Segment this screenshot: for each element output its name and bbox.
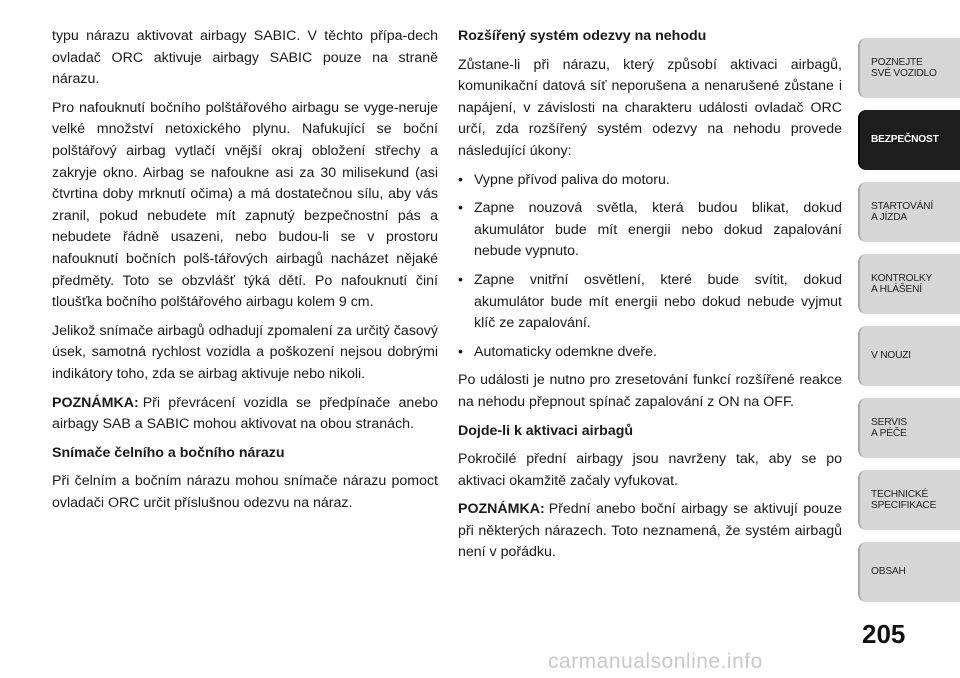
tab-label: A JÍZDA (871, 212, 907, 223)
list-item-text: Zapne nouzová světla, která budou blikat, dokud akumulátor bude mít energii nebo dokud zapalování nebude vypnuto. (474, 200, 842, 260)
tab-label: BEZPEČNOST (871, 134, 939, 146)
sidebar-tab-know-your-vehicle[interactable] (858, 38, 960, 98)
sidebar-tab-contents[interactable] (858, 542, 960, 602)
sidebar-tab-starting-driving[interactable] (858, 182, 960, 242)
right-paragraph-2: Po události je nutno pro zresetování funkcí rozšířené reakce na nehodu přepnout spínač zapalování z ON na OFF. (458, 372, 842, 410)
list-item-text: Automaticky odemkne dveře. (474, 343, 657, 360)
tab-label: V NOUZI (871, 350, 911, 362)
left-column (52, 26, 438, 521)
bullet-icon: • (458, 343, 463, 360)
sidebar-tab-technical-specs[interactable] (858, 470, 960, 530)
sidebar-tab-service-care[interactable] (858, 398, 960, 458)
right-note (458, 499, 842, 564)
tab-label: A HLÁŠENÍ (871, 284, 922, 295)
list-item-text: Zapne vnitřní osvětlení, které bude svítit, dokud akumulátor bude mít energii nebo dokud nebude vyjmut klíč ze zapalování. (474, 271, 842, 332)
right-paragraph-3: Pokročilé přední airbagy jsou navrženy tak, aby se po aktivaci okamžitě začaly vyfukovat. (458, 451, 842, 489)
note-label: POZNÁMKA: (458, 501, 545, 518)
tab-label: SPECIFIKACE (871, 500, 937, 511)
bullet-icon: • (458, 200, 463, 217)
tab-label: A PÉČE (871, 428, 907, 439)
section-heading-airbag-activation: Dojde-li k aktivaci airbagů (458, 422, 634, 439)
list-item (458, 270, 842, 335)
note-text: Přední anebo boční airbagy se aktivují pouze při některých nárazech. Toto neznamená, že systém airbagů není v pořádku. (458, 501, 842, 561)
left-paragraph-3: Jelikož snímače airbagů odhadují zpomalení za určitý časový úsek, samotná rychlost vozidla a poškození nejsou dobrými indikátory toho, zda se airbag aktivuje nebo nikoli. (52, 322, 438, 382)
right-column (458, 26, 842, 571)
tab-label: KONTROLKY (871, 272, 933, 284)
list-item-text: Vypne přívod paliva do motoru. (474, 171, 670, 188)
left-paragraph-1: typu nárazu aktivovat airbagy SABIC. V těchto přípa-dech ovladač ORC aktivuje airbagy SABIC pouze na straně nárazu. (52, 28, 438, 88)
list-item (458, 170, 842, 192)
note-label: POZNÁMKA: (52, 394, 139, 411)
left-note (52, 393, 438, 436)
right-paragraph-1: Zůstane-li při nárazu, který způsobí aktivaci airbagů, komunikační datová síť neporušena a nenarušené zůstane i napájení, v závislosti na charakteru události ovladač ORC určí, zda rozšířený systém odezvy na nehodu provede následující úkony: (458, 56, 842, 159)
sidebar-tab-warning-lights[interactable] (858, 254, 960, 314)
tab-label: SERVIS (871, 416, 907, 428)
section-heading-crash-response: Rozšířený systém odezvy na nehodu (458, 28, 707, 44)
section-heading-sensors: Snímače čelního a bočního nárazu (52, 444, 285, 461)
tab-label: POZNEJTE (871, 56, 923, 68)
sidebar-tab-safety[interactable] (858, 110, 960, 170)
page-number: 205 (862, 619, 906, 649)
tab-label: TECHNICKÉ (871, 488, 929, 500)
tab-label: STARTOVÁNÍ (871, 200, 933, 212)
sidebar-tab-emergency[interactable] (858, 326, 960, 386)
tab-label: OBSAH (871, 566, 906, 578)
bullet-icon: • (458, 271, 463, 288)
bullet-icon: • (458, 171, 463, 188)
watermark: carmanualsonline.info (548, 650, 763, 673)
note-text: Při převrácení vozidla se předpínače anebo airbagy SAB a SABIC mohou aktivovat na obou stranách. (52, 394, 438, 433)
list-item (458, 198, 842, 263)
tab-label: SVÉ VOZIDLO (871, 68, 937, 79)
left-paragraph-2: Pro nafouknutí bočního polštářového airbagu se vyge-neruje velké množství netoxického plynu. Nafukující se boční polštářový airbag vytlačí vnější okraj obložení střechy a zakryje okno. Airbag se nafoukne asi za 30 milisekund (asi čtvrtina doby mrknutí očima) a má dostatečnou sílu, aby vás zranil, pokud nebudete mít zapnutý bezpečnostní pás a nebudete řádně usazeni, nebo budou-li se v prostoru nafouknutí bočních polš-tářových airbagů nacházet nějaké předměty. Toto se obzvlášť týká dětí. Po nafouknutí činí tloušťka bočního polštářového airbagu kolem 9 cm. (52, 99, 438, 311)
left-paragraph-4: Při čelním a bočním nárazu mohou snímače nárazu pomoct ovladači ORC určit příslušnou odezvu na náraz. (52, 473, 438, 511)
list-item (458, 342, 842, 364)
